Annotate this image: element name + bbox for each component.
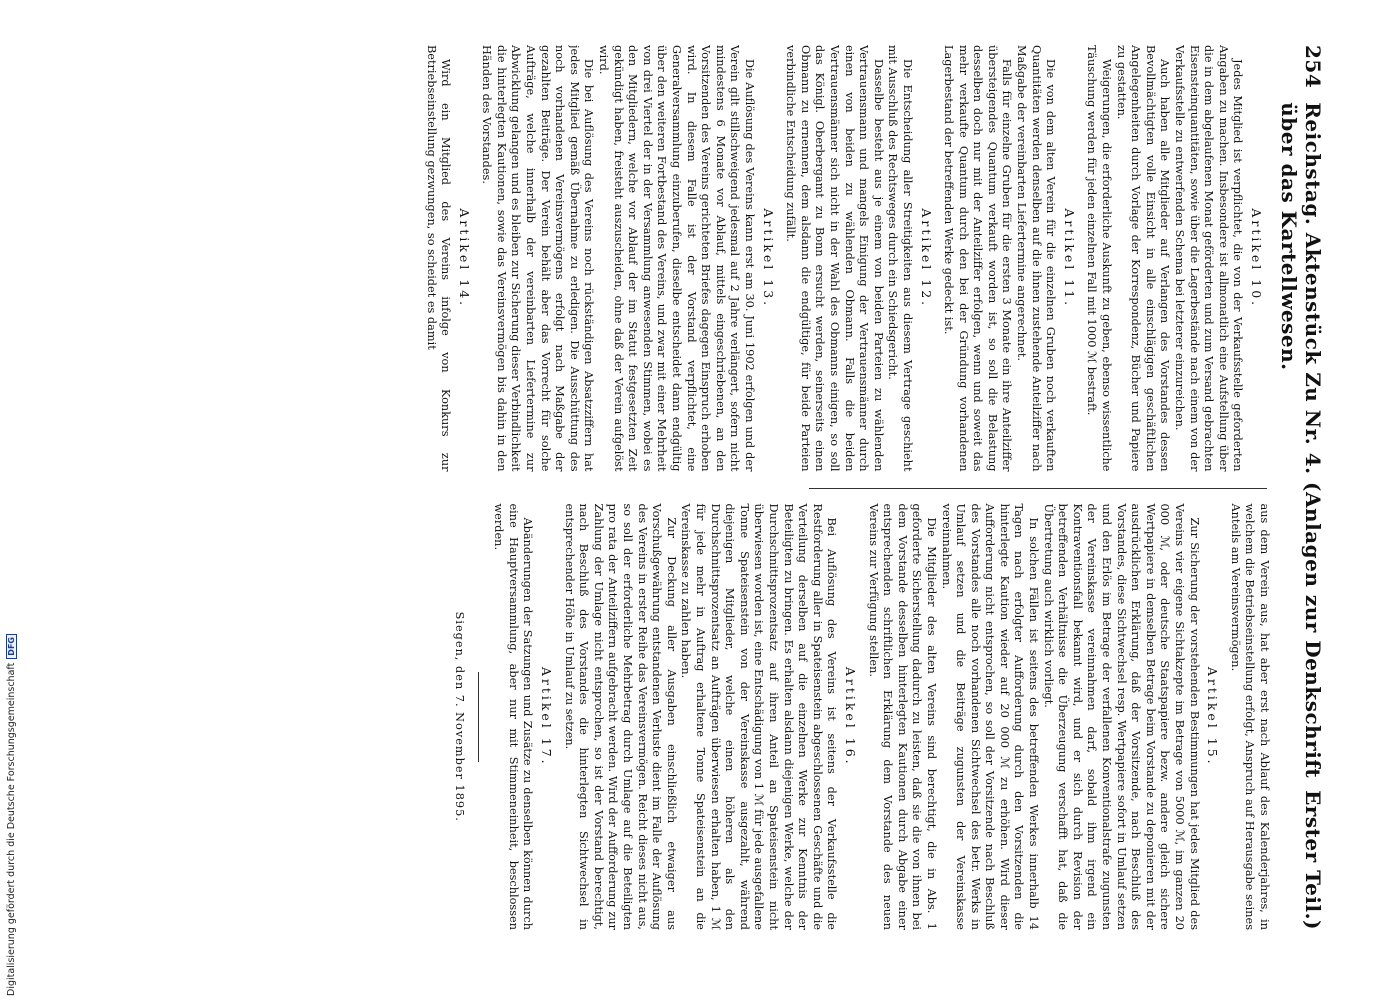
running-head xyxy=(1271,45,1325,930)
article-16-paragraph: Bei Auflösung des Vereins ist seitens der Verkaufsstelle die Restforderung aller in Spateisenstein abgeschlossenen Geschäfte und die Verteilung derselben auf die einzelnen Werke zur Kenntnis der Beteiligten zu bringen. Es erhalten alsdann diejenigen Werke, welche der Durchschnittsprozentsatz auf ihren Anteil an Spateisenstein nicht überwiesen worden ist, eine Entschädigung von 1 ℳ für jede ausgefallene Tonne Spateisenstein von der Vereinskasse ausgezahlt, während diejenigen Mitglieder, welche einen höheren als den Durchschnittsprozentsatz an Aufträgen überwiesen erhalten haben, 1 ℳ für jede mehr in Auftrag erhaltene Tonne Spateisenstein an die Vereinskasse zu zahlen haben. xyxy=(679,503,839,930)
article-15-paragraph: Zur Sicherung der vorstehenden Bestimmungen hat jedes Mitglied des Vereins vier eigene Sichtakzepte im Betrage von 5000 ℳ, im ganzen 20 000 ℳ, oder deutsche Staatspapiere bezw. andere gleich sichere Wertpapiere in demselben Betrage beim Vorstande zu deponieren mit der ausdrücklichen Erklärung, daß der Vorsitzende, nach Beschluß des Vorstandes, diese Sichtwechsel resp. Wertpapiere sofort in Umlauf setzen und den Erlös im Betrage der verfallenen Konventionalstrafe zugunsten der Vereinskasse vereinnahmen darf, sobald ihm irgend ein Kontraventionsfall bekannt wird, und er sich durch Revision der betreffenden Verhältnisse die Überzeugung verschafft hat, daß die Übertretung auch wirklich vorliegt. xyxy=(1041,503,1201,930)
article-17-paragraph: Abänderungen der Satzungen und Zusätze zu denselben können durch eine Hauptversammlung, aber nur mit Stimmeneinheit, beschlossen werden. xyxy=(492,503,535,930)
two-column-body xyxy=(51,45,1271,930)
article-16-heading: Artikel 16. xyxy=(842,666,858,767)
column-divider xyxy=(809,488,1267,489)
article-13-paragraph: Die bei Auflösung des Vereins noch rückständigen Absatzziffern hat jedes Mitglied gemäß Übernahme zu erledigen. Die Ausschüttung des noch vorhandenen Vereinsvermögens erfolgt nach Maßgabe der gezahlten Beiträge. Der Verein behält aber das Vorrecht für solche Aufträge, welche innerhalb der vereinbarten Liefertermine zur Abwicklung gelangen und es bleiben zur Sicherung dieser Verbindlichkeit die hinterlegten Kautionen, sowie das Vereinsvermögen bis dahin in den Händen des Vorstandes. xyxy=(480,45,596,472)
article-16-paragraph: Zur Deckung aller Ausgaben einschließlich etwaiger aus Vorschußgewährung entstandenen Verluste dient im Falle der Auflösung des Vereins in erster Reihe das Vereinsvermögen. Reicht dieses nicht aus, so soll der erforderliche Mehrbetrag durch Umlage auf die Beteiligten pro rata der Anteilziffern aufgebracht werden. Wird der Aufforderung zur Zahlung der Umlage nicht entsprochen, so ist der Vorstand berechtigt, nach Beschluß des Vorstandes die hinterlegten Sichtwechsel in entsprechender Höhe in Umlauf zu setzen. xyxy=(562,503,678,930)
article-10-paragraph: Jedes Mitglied ist verpflichtet, die von der Verkaufsstelle geforderten Angaben zu machen. Insbesondere ist allmonatlich eine Aufstellung über die in dem abgelaufenen Monat geförderten und zum Versand gebrachten Eisensteinquantitäten, sowie über die Lagerbestände nach einem von der Verkaufsstelle zu entwerfenden Schema bei letzterer einzureichen. xyxy=(1173,45,1245,472)
article-11-paragraph: Die von dem alten Verein für die einzelnen Gruben noch verkauften Quantitäten werden denselben auf die ihnen zustehende Anteilziffer nach Maßgabe der vereinbarten Liefertermine angerechnet. xyxy=(1015,45,1058,472)
article-10-paragraph: Auch haben alle Mitglieder auf Verlangen des Vorstandes dessen Bevollmächtigten volle Einsicht in alle einschlägigen geschäftlichen Angelegenheiten durch Vorlage der Korrespondenz, Bücher und Papiere zu gestatten. xyxy=(1114,45,1172,472)
running-head-part: Erster Teil.) xyxy=(1301,790,1325,930)
article-10-heading: Artikel 10. xyxy=(1249,208,1264,309)
article-17-heading: Artikel 17. xyxy=(539,666,555,767)
digitization-footer xyxy=(2,600,16,1000)
article-13-paragraph: Die Auflösung des Vereins kann erst am 30. Juni 1902 erfolgen und der Verein gilt stillschweigend jedesmal auf 2 Jahre verlängert, sofern nicht mindestens 6 Monate vor Ablauf, mittels eingeschriebenen, an den Vorsitzenden des Vereins gerichteten Briefes dagegen Einspruch erhoben wird. In diesem Falle ist der Vorstand verpflichtet, eine Generalversammlung einzuberufen, dieselbe entscheidet dann endgültig über den weiteren Fortbestand des Vereins, und zwar mit einer Mehrheit von drei Viertel der in der Versammlung anwesenden Stimmen, wobei es den Mitgliedern, welche vor Ablauf der im Statut festgesetzten Zeit gekündigt haben, freisteht auszuscheiden, ohne daß der Verein aufgelöst wird. xyxy=(597,45,756,472)
article-11-heading: Artikel 11. xyxy=(1061,208,1077,309)
article-11-paragraph: Falls für einzelne Gruben für die ersten 3 Monate ein ihre Anteilziffer übersteigendes Quantum verkauft worden ist, so soll die Belastung desselben doch nur mit der Anteilziffer erfolgen, wenn und soweit das mehr verkaufte Quantum durch den bei der Gründung vorhandenen Lagerbestand der betreffenden Werke gedeckt ist. xyxy=(942,45,1014,472)
place-and-date: Siegen, den 7. November 1895. xyxy=(452,611,466,822)
article-14-paragraph: Wird ein Mitglied des Vereins infolge von Konkurs zur Betriebseinstellung gezwungen, so scheidet es damit xyxy=(424,45,453,472)
page-number: 254 xyxy=(1301,45,1325,89)
article-15-paragraph: In solchen Fällen ist seitens des betreffenden Werkes innerhalb 14 Tagen nach erfolgter Aufforderung durch den Vorsitzenden die hinterlegte Kaution wieder auf 20 000 ℳ zu erhöhen. Wird dieser Aufforderung nicht entsprochen, so soll der Vorsitzende nach Beschluß des Vorstandes alle noch vorhandenen Sichtwechsel des betr. Werks in Umlauf setzen und die Beiträge zugunsten der Vereinskasse vereinnahmen. xyxy=(939,503,1041,930)
continued-paragraph: aus dem Verein aus, hat aber erst nach Ablauf des Kalenderjahres, in welchem die Betriebseinstellung erfolgt, Anspruch auf Herausgabe seines Anteils am Vereinsvermögen. xyxy=(1228,503,1271,930)
article-15-paragraph: Die Mitglieder des alten Vereins sind berechtigt, die in Abs. 1 geforderte Sicherstellung dadurch zu leisten, daß sie die von ihnen bei dem Vorstande desselben hinterlegten Kautionen durch Abgabe einer entsprechenden schriftlichen Erklärung dem Vorstande des neuen Vereins zur Verfügung stellen. xyxy=(866,503,938,930)
right-column xyxy=(51,488,1271,931)
digitization-note: Digitalisierung gefördert durch die Deutsche Forschungsgemeinschaft xyxy=(5,662,17,996)
closing-rule xyxy=(478,672,479,762)
article-13-heading: Artikel 13. xyxy=(760,208,776,309)
article-10-paragraph: Weigerungen, die erforderliche Auskunft zu geben, ebenso wissentliche Täuschung werden für jeden einzelnen Fall mit 1000 ℳ bestraft. xyxy=(1085,45,1114,472)
running-head-title: Reichstag. Aktenstück Zu Nr. 4. (Anlagen zur Denkschrift über das Kartellwesen. xyxy=(1277,102,1325,779)
article-12-paragraph: Dasselbe besteht aus je einem von beiden Parteien zu wählenden Vertrauensmann und mangels Einigung der Vertrauensmänner durch einen von beiden zu wählenden Obmann. Falls die beiden Vertrauensmänner sich nicht in der Wahl des Obmanns einigen, so soll das Königl. Oberbergamt zu Bonn ersucht werden, seinerseits einen Obmann zu ernennen, dem alsdann die endgültige, für beide Parteien verbindliche Entscheidung zufällt. xyxy=(784,45,885,472)
dfg-logo: DFG xyxy=(6,634,17,659)
article-12-heading: Artikel 12. xyxy=(918,208,934,309)
article-15-heading: Artikel 15. xyxy=(1205,666,1221,767)
left-column xyxy=(51,45,1271,488)
article-14-heading: Artikel 14. xyxy=(456,208,472,309)
article-12-paragraph: Die Entscheidung aller Streitigkeiten aus diesem Vertrage geschieht mit Ausschluß des Rechtsweges durch ein Schiedsgericht. xyxy=(886,45,914,472)
